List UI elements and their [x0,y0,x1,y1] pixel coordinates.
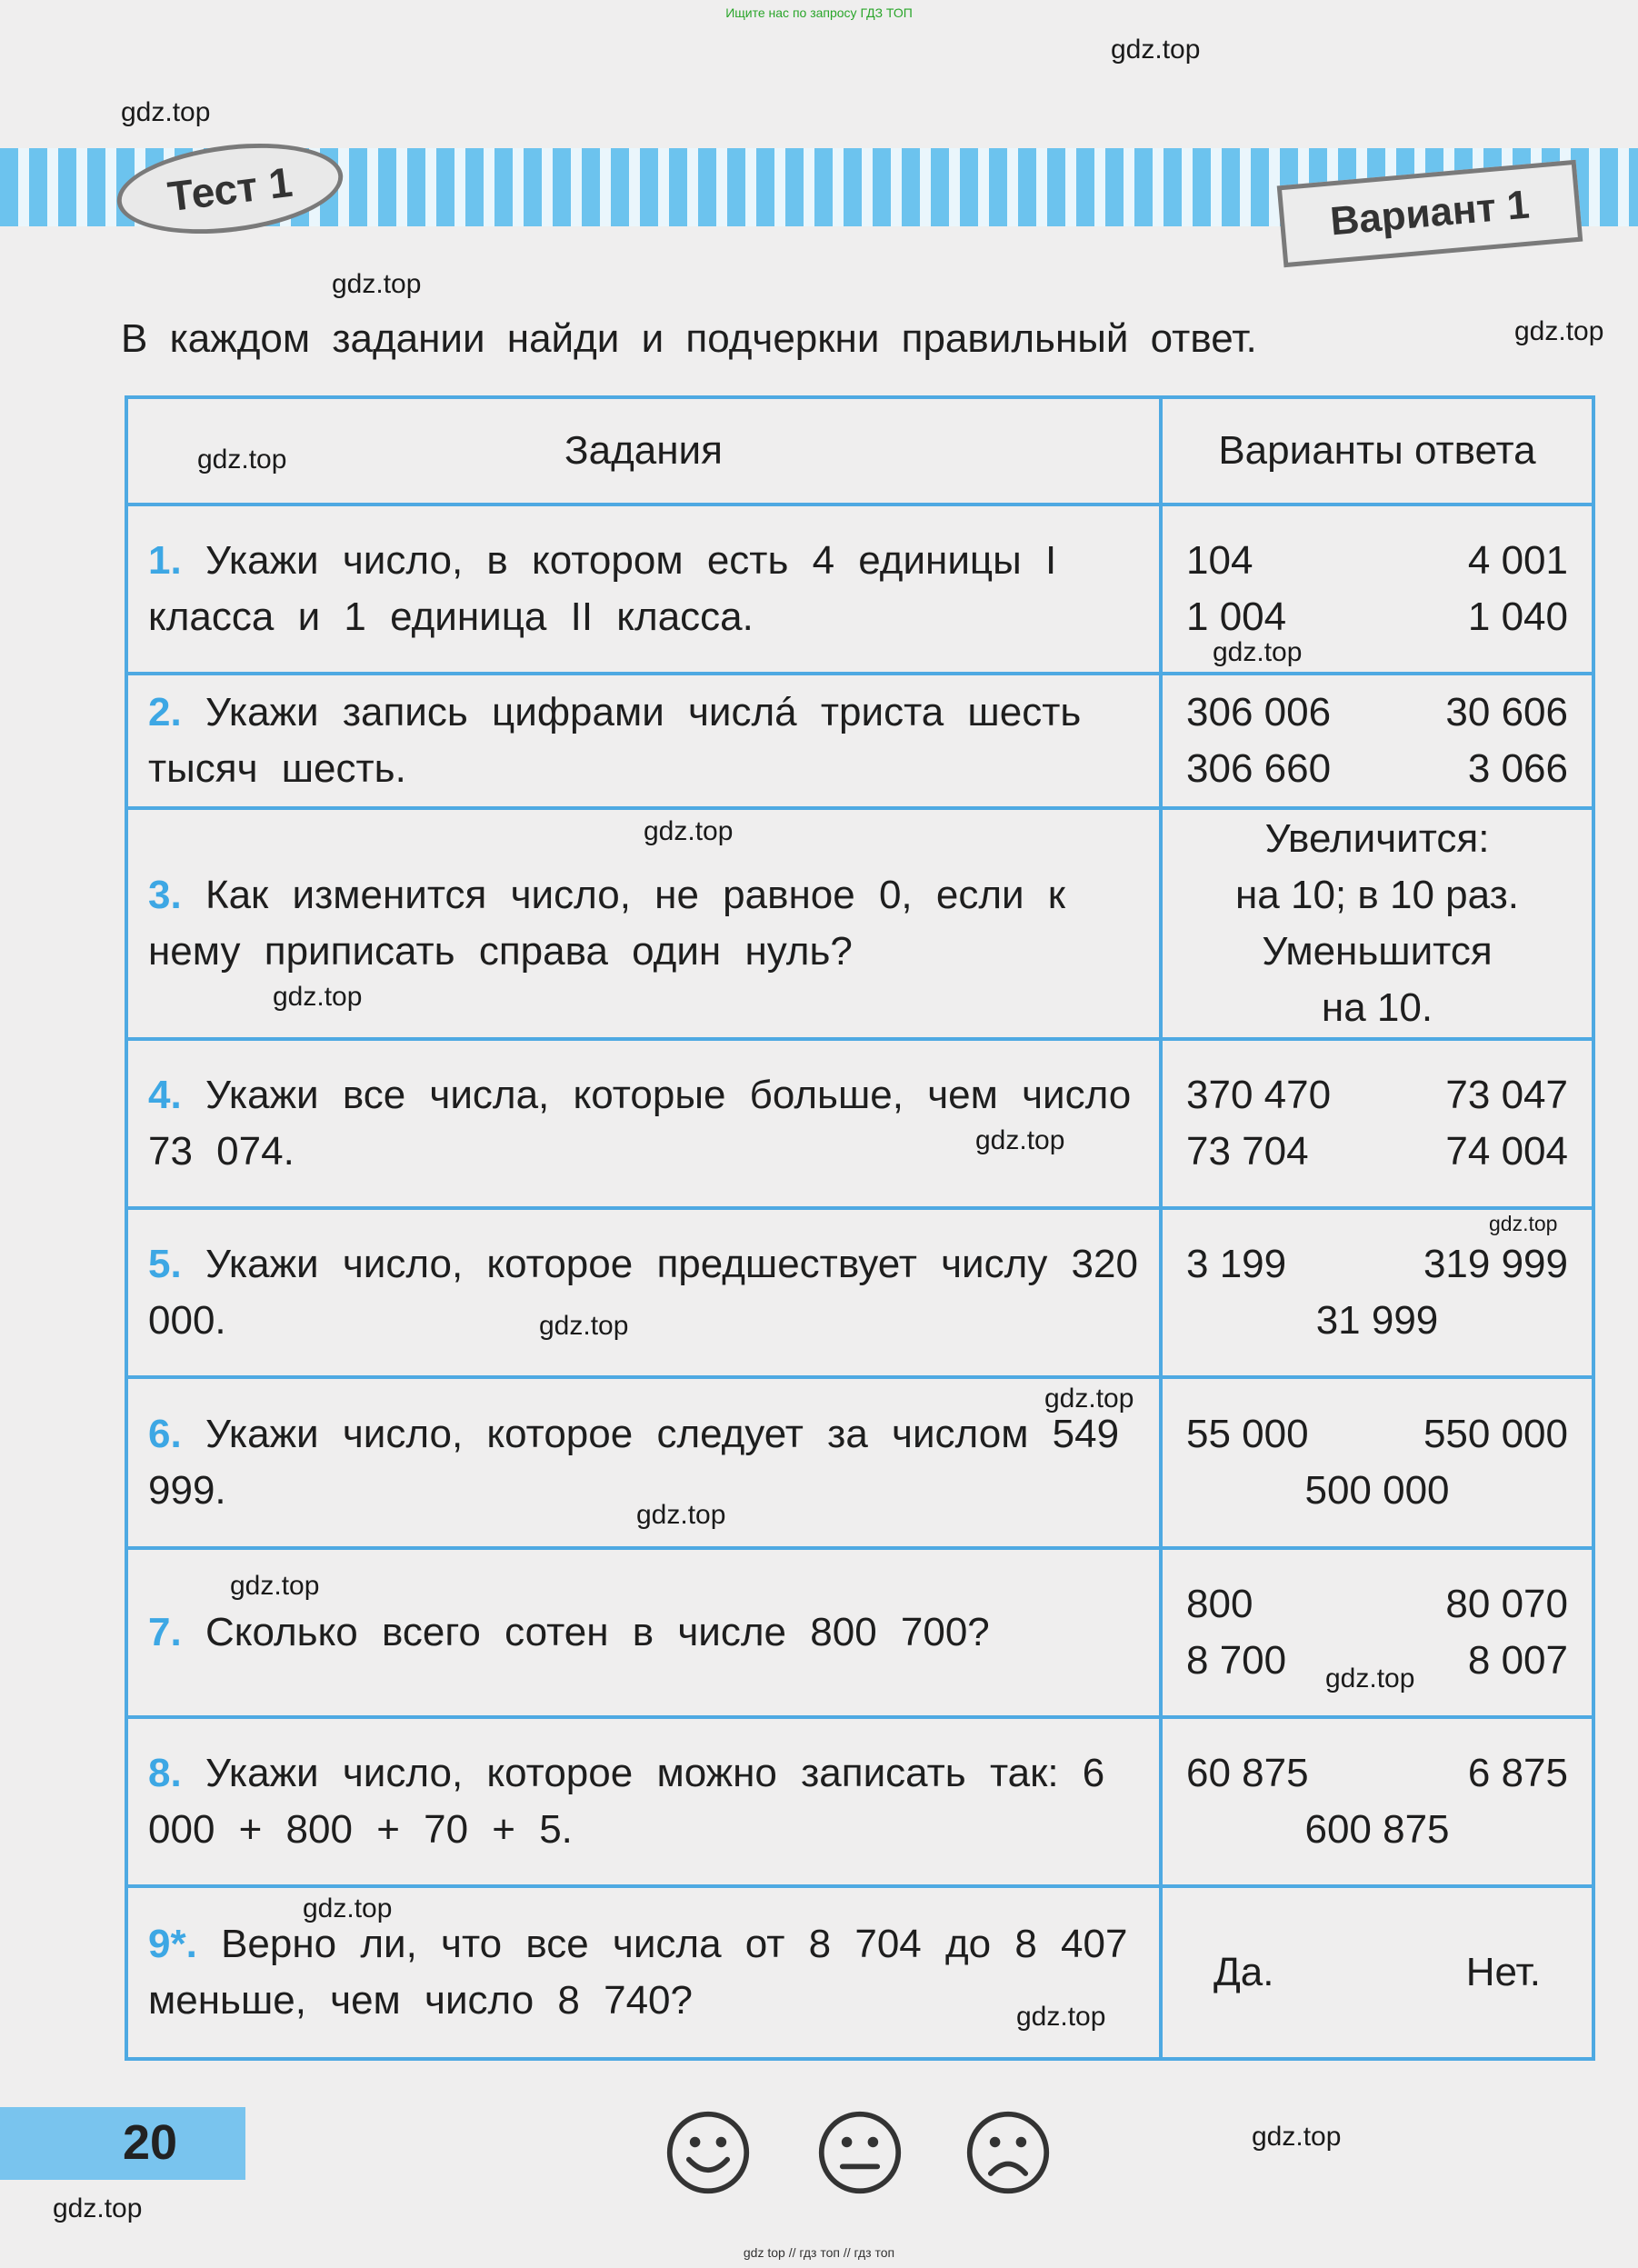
col-header-tasks: Задания [126,397,1161,505]
top-note: Ищите нас по запросу ГДЗ ТОП [725,5,913,20]
table-row [126,505,1593,674]
task-cell: 8. Укажи число, которое можно записать так: 6 000 + 800 + 70 + 5. [126,1717,1161,1886]
answer-cell [1161,1886,1593,2059]
answer-option[interactable]: 3 199 [1186,1242,1287,1286]
answer-option[interactable]: 74 004 [1445,1129,1568,1174]
answer-option[interactable]: 800 [1186,1582,1253,1626]
answer-option[interactable]: Да. [1214,1950,1274,1994]
answer-option[interactable]: 6 875 [1467,1751,1568,1795]
answer-option[interactable]: Увеличится: [1264,816,1490,861]
table-row [126,1717,1593,1886]
sad-face-icon[interactable] [964,2109,1052,2196]
answer-option[interactable]: Нет. [1465,1950,1541,1994]
answer-cell [1161,505,1593,674]
answer-option[interactable]: на 10; [1234,873,1347,917]
col-header-answers: Варианты ответа [1161,397,1593,505]
happy-face-icon[interactable] [664,2109,752,2196]
watermark: gdz.top [1111,35,1201,65]
watermark: gdz.top [121,97,211,127]
task-cell: 7. Сколько всего сотен в числе 800 700? [126,1548,1161,1717]
task-cell: 6. Укажи число, которое следует за числом 549 999. [126,1377,1161,1548]
answer-cell [1161,1377,1593,1548]
watermark: gdz.top [53,2193,143,2223]
answer-option[interactable]: 8 700 [1186,1638,1287,1683]
watermark: gdz.top [975,1125,1065,1155]
answer-option[interactable]: 306 006 [1186,690,1332,734]
answer-cell [1161,1717,1593,1886]
answer-option[interactable]: 319 999 [1423,1242,1568,1286]
instruction: В каждом задании найди и подчеркни правильный ответ. [121,316,1257,361]
page-number-tab [0,2107,245,2180]
answer-option[interactable]: 1 040 [1467,594,1568,639]
answer-option[interactable]: 8 007 [1467,1638,1568,1683]
answer-option[interactable]: 500 000 [1304,1468,1450,1513]
answer-option[interactable]: 104 [1186,538,1253,583]
answer-option[interactable]: 306 660 [1186,746,1332,791]
watermark: gdz.top [332,269,422,299]
answer-cell [1161,674,1593,808]
answer-option[interactable]: 3 066 [1467,746,1568,791]
watermark: gdz.top [273,982,363,1012]
watermark: gdz.top [1489,1212,1558,1235]
test-badge: Тест 1 [112,132,348,245]
watermark: gdz.top [1044,1384,1134,1414]
watermark: gdz.top [303,1893,393,1923]
answer-option[interactable]: 1 004 [1186,594,1287,639]
answer-option[interactable]: 80 070 [1445,1582,1568,1626]
answer-option[interactable]: 55 000 [1186,1412,1309,1456]
page-number: 20 [123,2115,178,2170]
task-cell: 5. Укажи число, которое предшествует числу 320 000. [126,1208,1161,1377]
answer-option[interactable]: 73 047 [1445,1073,1568,1117]
variant-badge: Вариант 1 [1277,160,1583,267]
watermark: gdz.top [197,445,287,475]
table-row [126,674,1593,808]
answer-option[interactable]: 30 606 [1445,690,1568,734]
answer-cell [1161,1208,1593,1377]
tasks-table [125,395,1595,2061]
answer-cell [1161,1548,1593,1717]
answer-option[interactable]: 4 001 [1467,538,1568,583]
watermark: gdz.top [644,816,734,846]
watermark: gdz.top [636,1500,726,1530]
watermark: gdz.top [1325,1664,1415,1694]
answer-option[interactable]: на 10. [1321,985,1433,1030]
table-row [126,1377,1593,1548]
watermark: gdz.top [1252,2122,1342,2152]
table-row [126,808,1593,1039]
answer-option[interactable]: Уменьшится [1262,929,1493,974]
watermark: gdz.top [539,1311,629,1341]
bottom-note: gdz top // гдз топ // гдз топ [743,2245,895,2260]
watermark: gdz.top [1213,637,1303,667]
answer-cell [1161,1039,1593,1208]
watermark: gdz.top [1016,2002,1106,2032]
answer-option[interactable]: 550 000 [1423,1412,1568,1456]
task-cell: 3. Как изменится число, не равное 0, если к нему приписать справа один нуль? [126,808,1161,1039]
watermark: gdz.top [230,1571,320,1601]
answer-option[interactable]: 73 704 [1186,1129,1309,1174]
table-row [126,1886,1593,2059]
task-cell: 2. Укажи запись цифрами числá триста шесть тысяч шесть. [126,674,1161,808]
table-header-row [126,397,1593,505]
neutral-face-icon[interactable] [816,2109,904,2196]
watermark: gdz.top [1514,316,1604,346]
answer-option[interactable]: 31 999 [1315,1298,1439,1343]
table-row [126,1208,1593,1377]
answer-option[interactable]: 600 875 [1304,1807,1450,1852]
answer-cell [1161,808,1593,1039]
task-cell: 4. Укажи все числа, которые больше, чем число 73 074. [126,1039,1161,1208]
table-row [126,1039,1593,1208]
task-cell: 9*. Верно ли, что все числа от 8 704 до 8 407 меньше, чем число 8 740? [126,1886,1161,2059]
answer-option[interactable]: 370 470 [1186,1073,1332,1117]
answer-option[interactable]: в 10 раз. [1357,873,1520,917]
table-row [126,1548,1593,1717]
answer-option[interactable]: 60 875 [1186,1751,1309,1795]
task-cell: 1. Укажи число, в котором есть 4 единицы I класса и 1 единица II класса. [126,505,1161,674]
